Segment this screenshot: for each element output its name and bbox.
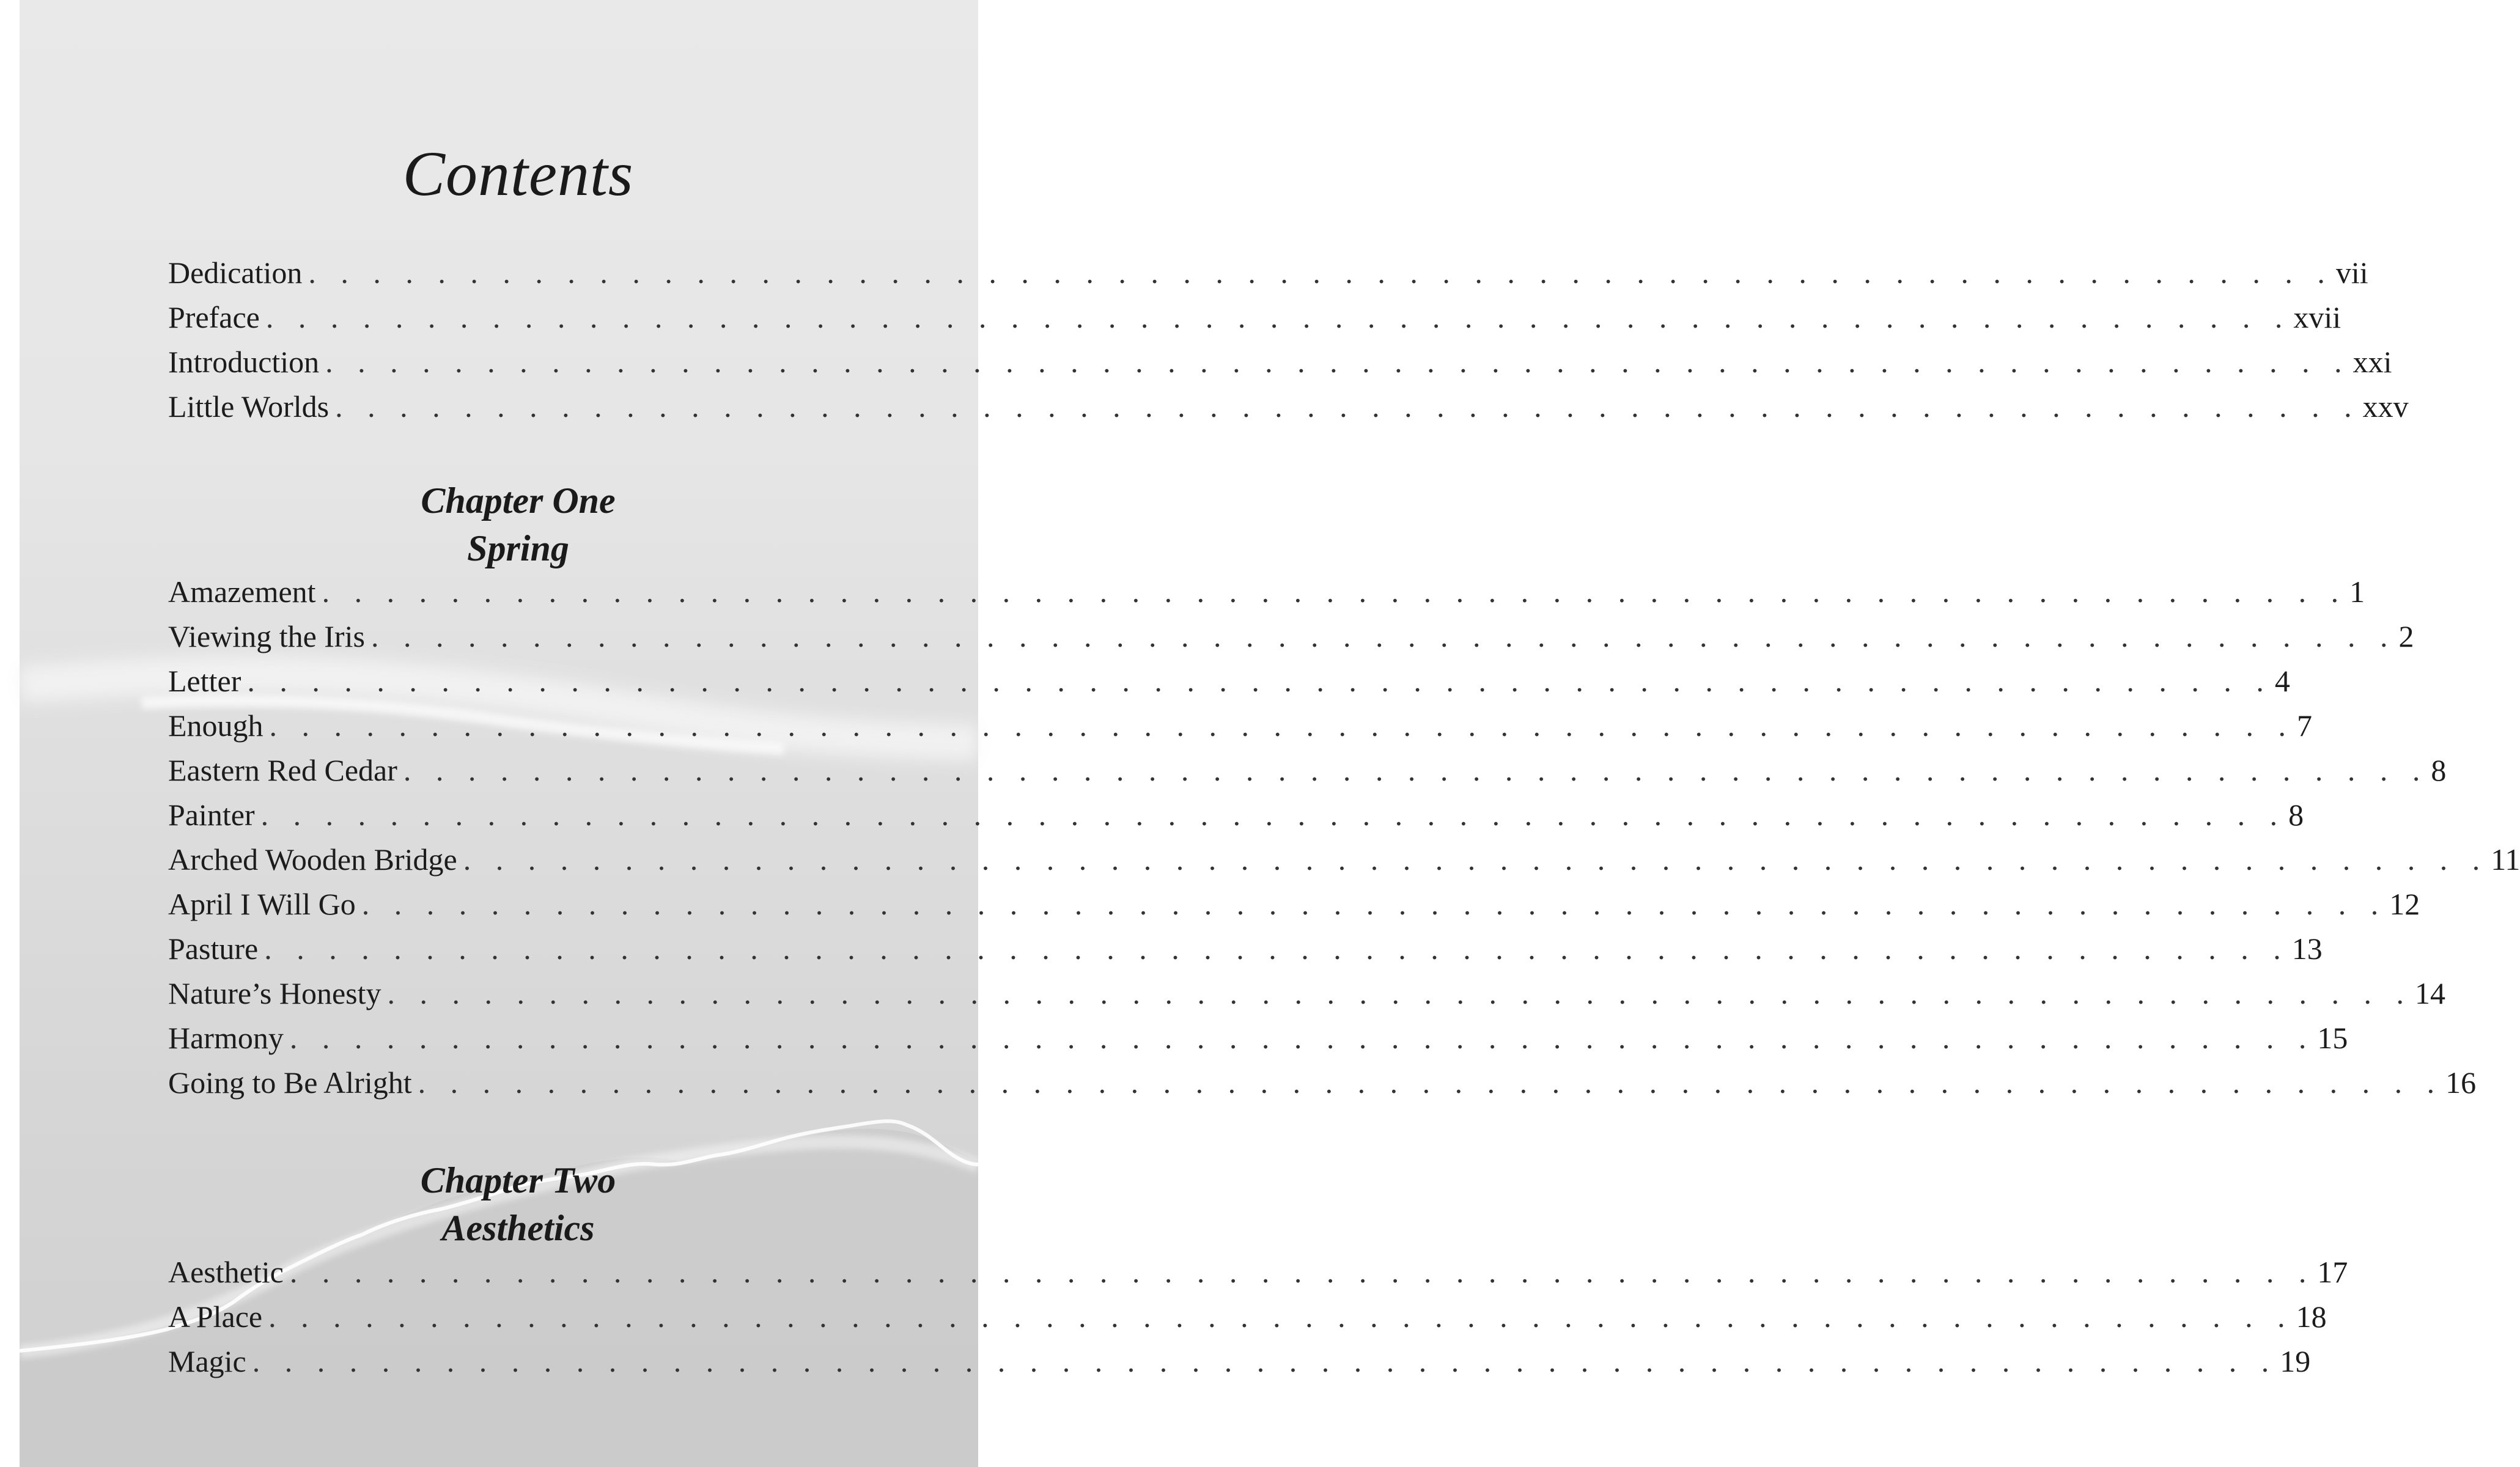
dot-leader: . . . . . . . . . . . . . . . . . . . . . . . . . . . . . . . . . . . . . . . . . . . . . . . . . . . . . . . . . . . . . . . <box>463 842 2489 877</box>
dot-leader: . . . . . . . . . . . . . . . . . . . . . . . . . . . . . . . . . . . . . . . . . . . . . . . . . . . . . . . . . . . . . . . <box>252 1344 2278 1378</box>
toc-entry[interactable] <box>168 793 2304 837</box>
toc-entry[interactable] <box>168 1295 2327 1339</box>
dot-leader: . . . . . . . . . . . . . . . . . . . . . . . . . . . . . . . . . . . . . . . . . . . . . . . . . . . . . . . . . . . . . . . <box>370 619 2397 653</box>
toc-page <box>168 0 2520 1467</box>
toc-entry[interactable] <box>168 1250 2348 1294</box>
toc-page-number: 4 <box>2274 664 2290 698</box>
toc-entry[interactable] <box>168 340 2392 384</box>
toc-entry-label: Aesthetic <box>168 1255 284 1289</box>
dot-leader: . . . . . . . . . . . . . . . . . . . . . . . . . . . . . . . . . . . . . . . . . . . . . . . . . . . . . . . . . . . . . . . <box>387 976 2413 1010</box>
dot-leader: . . . . . . . . . . . . . . . . . . . . . . . . . . . . . . . . . . . . . . . . . . . . . . . . . . . . . . . . . . . . . . . <box>264 932 2290 966</box>
toc-page-number: 8 <box>2431 753 2447 787</box>
toc-entry[interactable] <box>168 384 2409 428</box>
dot-leader: . . . . . . . . . . . . . . . . . . . . . . . . . . . . . . . . . . . . . . . . . . . . . . . . . . . . . . . . . . . . . . . <box>289 1021 2315 1055</box>
toc-entry-label: Enough <box>168 708 263 743</box>
toc-page-number: 12 <box>2389 887 2420 921</box>
page-title: Contents <box>402 139 634 209</box>
toc-entry[interactable] <box>168 659 2290 703</box>
toc-page-number: 16 <box>2445 1065 2477 1100</box>
toc-page-number: 7 <box>2297 708 2313 743</box>
dot-leader: . . . . . . . . . . . . . . . . . . . . . . . . . . . . . . . . . . . . . . . . . . . . . . . . . . . . . . . . . . . . . . . <box>269 708 2295 743</box>
toc-entry[interactable] <box>168 614 2414 658</box>
dot-leader: . . . . . . . . . . . . . . . . . . . . . . . . . . . . . . . . . . . . . . . . . . . . . . . . . . . . . . . . . . . . . . . <box>247 664 2272 698</box>
toc-entry-label: Letter <box>168 664 241 698</box>
toc-page-number: xxi <box>2352 345 2392 379</box>
toc-entry[interactable] <box>168 927 2323 971</box>
toc-page-number: 8 <box>2288 798 2304 832</box>
toc-entry[interactable] <box>168 882 2420 926</box>
toc-entry-label: April I Will Go <box>168 887 356 921</box>
toc-entry-label: Amazement <box>168 575 316 609</box>
toc-page-number: xxv <box>2362 389 2409 424</box>
toc-entry[interactable] <box>168 1061 2477 1105</box>
toc-page-number: 15 <box>2317 1021 2348 1055</box>
toc-entry-label: Preface <box>168 300 260 334</box>
toc-entry[interactable] <box>168 251 2368 295</box>
dot-leader: . . . . . . . . . . . . . . . . . . . . . . . . . . . . . . . . . . . . . . . . . . . . . . . . . . . . . . . . . . . . . . . <box>361 887 2387 921</box>
toc-page-number: 18 <box>2296 1300 2327 1334</box>
chapter-heading: Chapter Two <box>420 1160 616 1200</box>
toc-entry-label: Dedication <box>168 256 303 290</box>
dot-leader: . . . . . . . . . . . . . . . . . . . . . . . . . . . . . . . . . . . . . . . . . . . . . . . . . . . . . . . . . . . . . . . <box>403 753 2429 787</box>
toc-entry[interactable] <box>168 1339 2311 1383</box>
toc-entry-label: Arched Wooden Bridge <box>168 842 457 877</box>
toc-entry[interactable] <box>168 295 2341 339</box>
chapter-heading: Chapter One <box>421 480 616 521</box>
toc-entry[interactable] <box>168 704 2313 748</box>
toc-page-number: vii <box>2335 256 2368 290</box>
toc-page-number: 2 <box>2398 619 2414 653</box>
toc-entry-label: Magic <box>168 1344 246 1378</box>
chapter-subtitle: Aesthetics <box>441 1208 595 1248</box>
dot-leader: . . . . . . . . . . . . . . . . . . . . . . . . . . . . . . . . . . . . . . . . . . . . . . . . . . . . . . . . . . . . . . . <box>418 1065 2444 1100</box>
toc-page-number: 17 <box>2317 1255 2348 1289</box>
toc-entry-label: Pasture <box>168 932 259 966</box>
toc-page-number: 14 <box>2415 976 2446 1010</box>
toc-entry-label: Viewing the Iris <box>168 619 365 653</box>
toc-entry-label: A Place <box>168 1300 263 1334</box>
dot-leader: . . . . . . . . . . . . . . . . . . . . . . . . . . . . . . . . . . . . . . . . . . . . . . . . . . . . . . . . . . . . . . . <box>322 575 2348 609</box>
dot-leader: . . . . . . . . . . . . . . . . . . . . . . . . . . . . . . . . . . . . . . . . . . . . . . . . . . . . . . . . . . . . . . . <box>268 1300 2294 1334</box>
toc-entry-label: Going to Be Alright <box>168 1065 412 1100</box>
chapter-subtitle: Spring <box>467 528 569 568</box>
toc-entry-label: Introduction <box>168 345 320 379</box>
toc-entry[interactable] <box>168 837 2520 881</box>
toc-entry-label: Nature’s Honesty <box>168 976 381 1010</box>
toc-page-number: 19 <box>2280 1344 2311 1378</box>
toc-page-number: 11 <box>2491 842 2520 877</box>
toc-entry-label: Harmony <box>168 1021 284 1055</box>
toc-entry-label: Painter <box>168 798 255 832</box>
toc-entry[interactable] <box>168 1016 2348 1060</box>
dot-leader: . . . . . . . . . . . . . . . . . . . . . . . . . . . . . . . . . . . . . . . . . . . . . . . . . . . . . . . . . . . . . . . <box>325 345 2351 379</box>
toc-entry[interactable] <box>168 570 2365 614</box>
toc-page-number: 1 <box>2349 575 2365 609</box>
dot-leader: . . . . . . . . . . . . . . . . . . . . . . . . . . . . . . . . . . . . . . . . . . . . . . . . . . . . . . . . . . . . . . . <box>335 389 2360 424</box>
dot-leader: . . . . . . . . . . . . . . . . . . . . . . . . . . . . . . . . . . . . . . . . . . . . . . . . . . . . . . . . . . . . . . . <box>308 256 2334 290</box>
toc-entry-label: Eastern Red Cedar <box>168 753 397 787</box>
toc-entry[interactable] <box>168 971 2446 1015</box>
dot-leader: . . . . . . . . . . . . . . . . . . . . . . . . . . . . . . . . . . . . . . . . . . . . . . . . . . . . . . . . . . . . . . . <box>289 1255 2315 1289</box>
dot-leader: . . . . . . . . . . . . . . . . . . . . . . . . . . . . . . . . . . . . . . . . . . . . . . . . . . . . . . . . . . . . . . . <box>260 798 2286 832</box>
toc-page-number: 13 <box>2291 932 2323 966</box>
toc-page-number: xvii <box>2293 300 2341 334</box>
toc-entry[interactable] <box>168 748 2447 792</box>
dot-leader: . . . . . . . . . . . . . . . . . . . . . . . . . . . . . . . . . . . . . . . . . . . . . . . . . . . . . . . . . . . . . . . <box>265 300 2291 334</box>
toc-entry-label: Little Worlds <box>168 389 330 424</box>
